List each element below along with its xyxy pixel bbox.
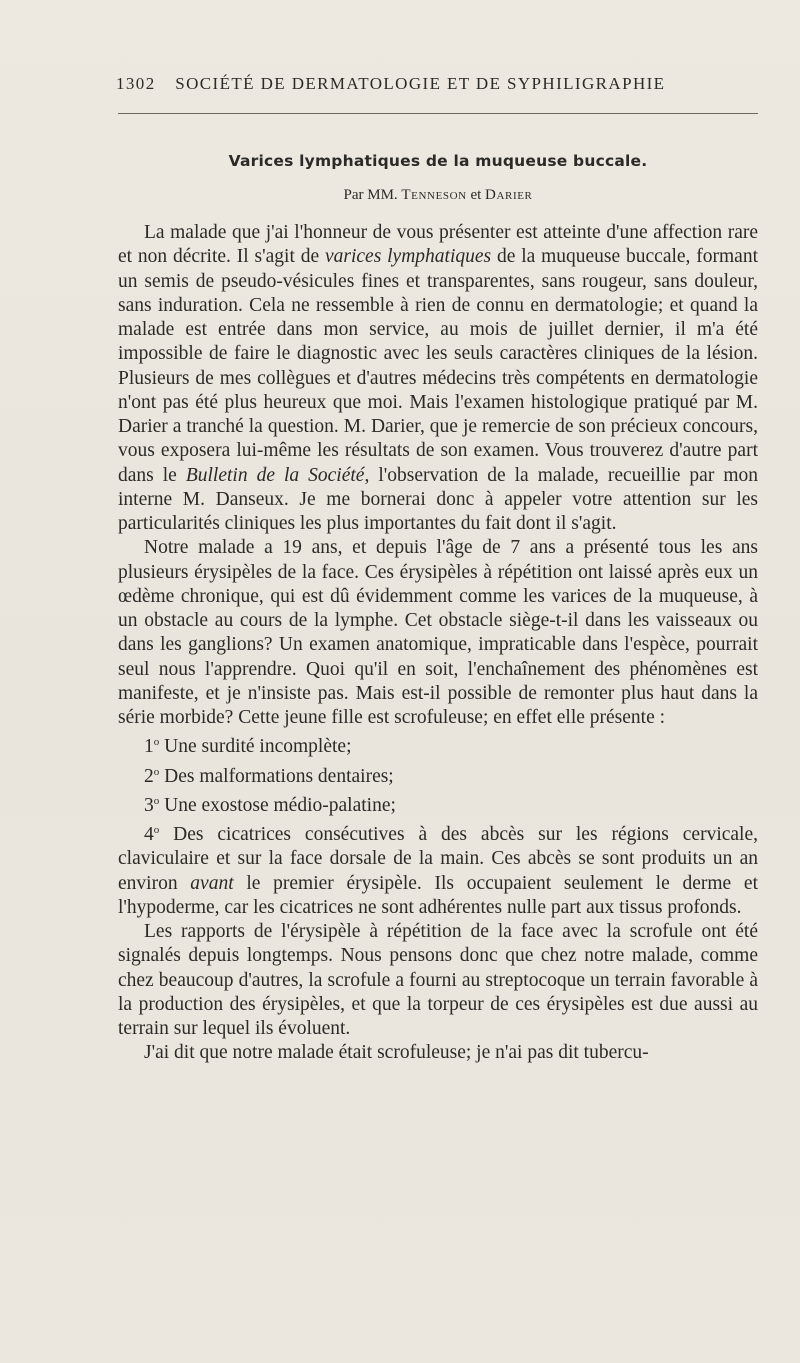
- list-item-3: 3$^o$ Une exostose médio-palatine;: [144, 794, 396, 816]
- article-byline: [118, 187, 758, 204]
- p1-text-e: , l'observation de la malade, recueillie par mon interne M. Danseux. Je me bornerai donc à appeler votre attention sur les particularités cliniques les plus importantes du fait dont il s'agit.: [118, 464, 758, 534]
- p1-emphasis-varices: varices lymphatiques: [324, 246, 492, 268]
- byline-and: et: [470, 187, 482, 203]
- p1-text-c: de la muqueuse buccale, formant un semis de pseudo-vésicules fines et transparentes, sans rougeur, sans douleur, sans induration. Cela ne ressemble à rien de connu en dermatologie; et quand la malade est entrée dans mon service, au mois de juillet dernier, il m'a été impossible de faire le diagnostic avec les seuls caractères cliniques de la lésion. Plusieurs de mes collègues et d'autres médecins très compétents en dermatologie n'ont pas été plus heureux que moi. Mais l'examen histologique pratiqué par M. Darier a tranché la question. M. Darier, que je remercie de son précieux concours, vous exposera lui-même les résultats de son examen. Vous trouverez d'autre part dans le: [118, 246, 759, 486]
- list-item-2: 2$^o$ Des malformations dentaires;: [144, 765, 394, 787]
- list-item-1: 1$^o$ Une surdité incomplète;: [144, 736, 352, 758]
- p1-text-a: La malade que j'ai l'honneur de vous présenter est atteinte d'une affection rare et non décrite. Il s'agit de: [118, 222, 758, 268]
- page-number: 1302: [116, 74, 156, 93]
- running-title: SOCIÉTÉ DE DERMATOLOGIE ET DE SYPHILIGRAPHIE: [175, 74, 666, 93]
- header-rule: [118, 113, 758, 114]
- author-tenneson: Tenneson: [401, 187, 467, 203]
- byline-prefix: Par MM.: [343, 187, 398, 203]
- paragraph-4: J'ai dit que notre malade était scrofuleuse; je n'ai pas dit tubercu-: [144, 1042, 649, 1064]
- paragraph-2: Notre malade a 19 ans, et depuis l'âge de 7 ans a présenté tous les ans plusieurs érysipèles de la face. Ces érysipèles à répétition ont laissé après eux un œdème chronique, qui est dû évidemment comme les varices de la muqueuse, à un obstacle au cours de la lymphe. Cet obstacle siège-t-il dans les vaisseaux ou dans les ganglions? Un examen anatomique, impraticable dans l'espèce, pourrait seul nous l'apprendre. Quoi qu'il en soit, l'enchaînement des phénomènes est manifeste, et je n'insiste pas. Mais est-il possible de remonter plus haut dans la série morbide? Cette jeune fille est scrofuleuse; en effet elle présente :: [118, 537, 758, 728]
- item4-emphasis-avant: avant: [190, 872, 234, 894]
- author-darier: Darier: [485, 187, 533, 203]
- paragraph-1: [118, 221, 758, 536]
- paragraph-3: Les rapports de l'érysipèle à répétition de la face avec la scrofule ont été signalés depuis longtemps. Nous pensons donc que chez notre malade, comme chez beaucoup d'autres, la scrofule a fourni au streptocoque un terrain favorable à la production des érysipèles, et que la torpeur de ces érysipèles est due aussi au terrain sur lequel ils évoluent.: [118, 921, 758, 1039]
- article-body: [118, 221, 758, 1066]
- article-title: Varices lymphatiques de la muqueuse buccale.: [228, 152, 648, 170]
- p1-emphasis-bulletin: Bulletin de la Société: [185, 464, 365, 486]
- list-item-4: 4$^o$ Des cicatrices consécutives à des abcès sur les régions cervicale, claviculaire et sur la face dorsale de la main. Ces abcès se sont produits un an environ avant le premier érysipèle. Ils occupaient seulement le derme et l'hypoderme, car les cicatrices ne sont adhérentes nulle part aux tissus profonds.: [118, 824, 758, 918]
- running-header: [116, 74, 760, 98]
